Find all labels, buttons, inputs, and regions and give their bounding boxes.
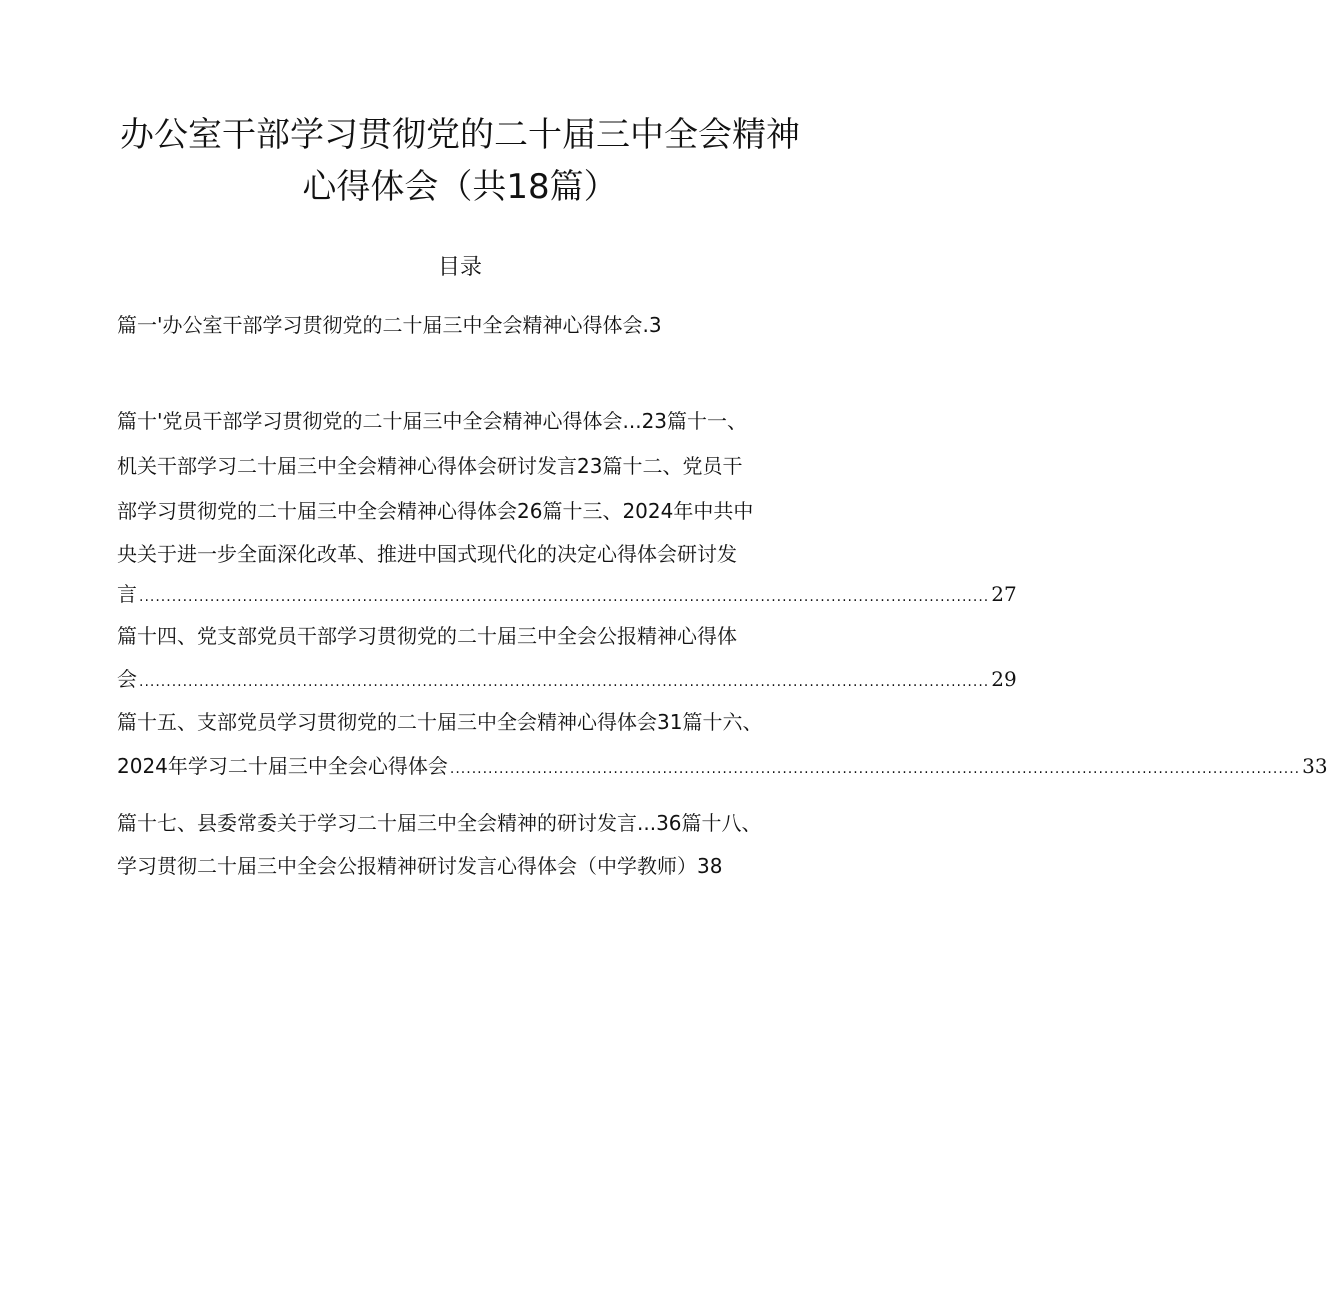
toc-line: 篇十'党员干部学习贯彻党的二十届三中全会精神心得体会...23篇十一、 [117,409,748,433]
toc-heading: 目录 [437,255,482,280]
toc-page-number: 33 [1302,754,1328,778]
toc-entry-text: 2024年学习二十届三中全会心得体会 [117,754,448,778]
toc-dotted-entry [117,580,1017,608]
toc-line: 篇十五、支部党员学习贯彻党的二十届三中全会精神心得体会31篇十六、 [117,710,763,734]
toc-line: 机关干部学习二十届三中全会精神心得体会研讨发言23篇十二、党员干 [117,454,743,478]
toc-entry-text: 言 [117,582,137,606]
document-title-line-2: 心得体会（共18篇） [302,167,618,207]
toc-leader-dots: ............................................................................................................................................................ [139,674,990,690]
toc-line: 央关于进一步全面深化改革、推进中国式现代化的决定心得体会研讨发 [117,542,737,566]
toc-line: 篇一'办公室干部学习贯彻党的二十届三中全会精神心得体会.3 [117,313,662,337]
toc-page-number: 29 [991,667,1017,691]
toc-line: 部学习贯彻党的二十届三中全会精神心得体会26篇十三、2024年中共中 [117,499,754,523]
toc-dotted-entry [117,752,1328,780]
toc-leader-dots: ............................................................................................................................................................ [449,761,1301,777]
toc-line: 篇十七、县委常委关于学习二十届三中全会精神的研讨发言...36篇十八、 [117,811,762,835]
toc-leader-dots: ............................................................................................................................................................ [139,589,990,605]
toc-line: 篇十四、党支部党员干部学习贯彻党的二十届三中全会公报精神心得体 [117,624,737,648]
toc-entry-text: 会 [117,667,137,691]
toc-dotted-entry [117,665,1017,693]
toc-page-number: 27 [991,582,1017,606]
toc-line: 学习贯彻二十届三中全会公报精神研讨发言心得体会（中学教师）38 [117,854,723,878]
document-title-line-1: 办公室干部学习贯彻党的二十届三中全会精神 [120,115,800,155]
